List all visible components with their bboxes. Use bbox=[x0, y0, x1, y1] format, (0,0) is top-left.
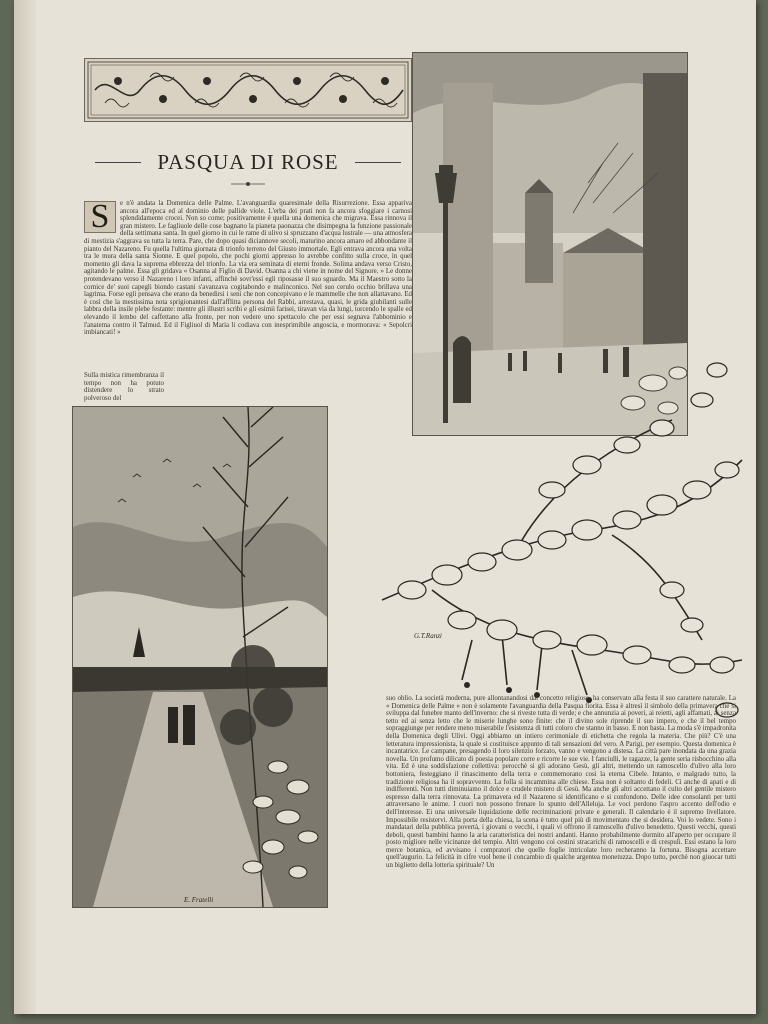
bottom-left-illustration-signature: E. Fratelli bbox=[184, 896, 214, 904]
top-right-illustration-signature: G.T.Ranzi bbox=[414, 632, 442, 640]
article-continued-text: Sulla mistica rimembranza il tempo non ha potuto distendere lo strato polveroso del bbox=[84, 372, 164, 402]
title-right-rule bbox=[355, 162, 401, 163]
article-heading bbox=[88, 150, 408, 187]
floral-scroll-ornament bbox=[85, 59, 411, 121]
drop-cap: S bbox=[84, 201, 116, 233]
country-road-illustration bbox=[72, 406, 328, 908]
ornamental-header-band bbox=[84, 58, 412, 122]
article-right-column-text: suo oblio. La società moderna, pure allontanandosi dal concetto religioso, ha conservato alla festa il suo carattere naturale. La « Domenica delle Palme » non è solamente l'avanguardia della Pasqua fiorita. Essa è altresì il simbolo della primavera che si sviluppa dal funebre manto dell'inverno: che si riveste tutta di verde; e che annunzia ai poveri, ai reietti, agli affamati, ai senza tetto ed ai senza letto che le miserie lunghe sono finite: che il divino sole riprende il suo impero, e che il bel tempo sopraggiunge per rendere meno miserabile l'esistenza di tutti coloro che stanno in basso. E non basta. La moda s'è impadronita della Domenica degli Ulivi. Oggi abbiamo un intiero cerimoniale di etichetta che regola la materia. Che più? C'è una letteratura impressionista, la quale si costituisce appunto di tali sensazioni del vero. A Parigi, per esempio. Questa domenica è incantatrice. Le campane, presagendo il loro silenzio forzato, vanno e vengono a distesa. La città pare inondata da una grazia novella. Un profumo dilicato di poesia popolare corre e ricorre le sue vie. I fanciulli, le ragazze, la gente seria risbocchino alla vita. Ed è una soddisfazione collettiva: perocchè si gli adorano Gesù, gli altri, mettendo un ramoscello d'ulivo alla loro bottoniera, festeggiano il rinascimento della terra e commemorano cosi la eterna Cibele. Intanto, e malgrado tutto, la tradizione religiosa ha il sopravvento. La folla si incammina alle chiese. Essa non è soltanto di fedeli. Ci anche di apati e di indifferenti. Non tutti diminuiamo il dolce e crudele mistero di Gesù. Ma anche gli altri accettano il culto del gentile mistero espresso dalla terra rinnovata. La primavera ed il Nazareno si identificano e si confondono. Delle idee consolanti per tutti attraversano le anime. I cuori non possono frenare lo spunto dell'Alleluja. Le voci perdono l'aspro accento dell'odio e dell'interesse. Ei una universale liquidazione delle recriminazioni private e generali. Il calendario è il supremo livellatore. Impossibile resistervi. Alla porta della chiesa, la scena è tutto quel più di movimentato che si desidera. Voi lo vedete. Sono i mandatari della pubblica povertà, i giovani o vecchi, i quali vi offrono il ramoscello d'ulivo benedetto. Questi vecchi, questi deboli, questi bambini hanno la aria caratteristica dei nostri andanti. Hanno probabilmente dormito all'aperto per occupare il posto migliore nelle vicinanze del tempio. Altri vengono coi cestini stracarichi di ramoscelli e di crespuli. Essi estano la loro merce botanica, ed avvisano i compratori che quelle foglie intricolate loro recheranno la fortuna. Bisogna accettare quell'augurio. La felicità in cifre vuol bene il concambio di qualche argentea monetuzza. Dopo tutto, perchè non giuocar tutti un biglietto della lotteria spirituale? Un bbox=[386, 695, 736, 870]
article-intro-text bbox=[84, 200, 412, 337]
title-left-rule bbox=[95, 162, 141, 163]
flowering-branch-engraving bbox=[372, 340, 752, 740]
article-title bbox=[157, 150, 338, 175]
flowering-branch-decoration bbox=[372, 340, 752, 740]
article-title-text: PASQUA DI ROSE bbox=[157, 150, 339, 174]
page-gutter bbox=[14, 0, 36, 1014]
magazine-page bbox=[14, 0, 756, 1014]
country-road-engraving bbox=[73, 407, 327, 907]
intro-paragraph: e n'è andata la Domenica delle Palme. L'avanguardia quaresimale della Risurrezione. Essa appariva ancora all'epoca ed al dominio delle pallide viole. L'erba dei prati non fa ancora sfoggiare i carnosi splendidamente crocei. Non so come; positivamente è quella una domenica che migrava. Essa rinnova il gran mistero. Le fagliuole delle cose bagnano la pianeta paonazza che disimpegna la funzione passionale della settimana santa. In quel giorno in cui le rame di ulivo si spruzzano d'acqua lustrale — una atmosfera di mestizia s'aggrava su tutta la terra. Pare, che dopo quasi diciannove secoli, maturino ancora amaro ed abbondante il pianto del Nazareno. Fu quella l'ultima giornata di trionfo terreno del Giusto immortale. Egli entrava ancora una volta tra le mura della santa Sionne. E quel popolo, che pochi giorni appresso lo avrebbe confitto sulla croce, in quel momento gli dava la suprema ebbrezza del trionfo. La via era seminata di eterni fronde. Solima andava verso Cristo, agitando le palme. Essa gli gridava « Osanna al Figlio di David. Osanna a chi viene in nome del Signore. » Le donne protendevano verso il Nazareno i loro infanti, affinchè sovr'essi egli riposasse il suo sguardo. Ma il Maestro sotto la cornice de' suoi capegli biondo castani s'avanzava cogitabondo e malinconico. Nel suo cerulo occhio brillava una lagrima. Forse egli pensava che erano da benedirsi i seni che non concepivano e le mammelle che non allattavano. Ed è così che la mestissima nota sprigionantesi dall'afflitta persona del Rabbi, arrestava, quasi, le grida giubilanti sulle labbra della insile plebe festante: mentre gli illustri scribi e gli esimii farisei, tiravan via da lungi, torcendo le spalle ed elevando il lembo del caffettano alla fronte, per non vedere uno spettacolo che per essi segnava l'abbominio e l'anatema contro il Talmud. Ed il Figliuol di Maria li codiava con inesprimibile angoscia, e mormorava: « Sepolcri imbiancati! » bbox=[84, 200, 412, 337]
title-flourish bbox=[231, 181, 265, 187]
